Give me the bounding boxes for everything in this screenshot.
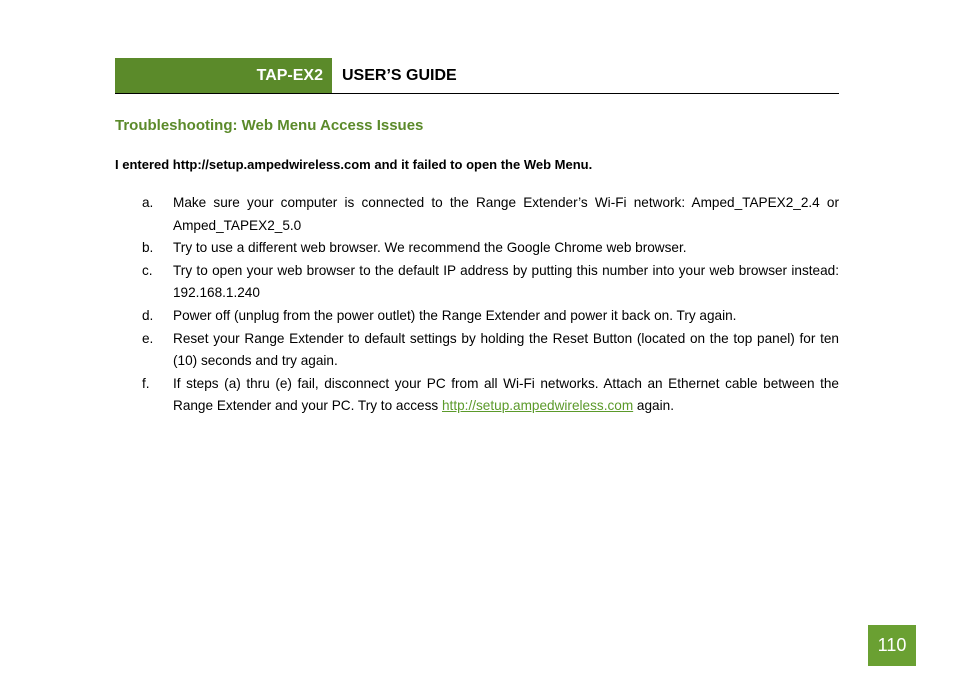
step-marker: b. [142, 240, 154, 256]
guide-title: USER’S GUIDE [342, 67, 457, 84]
setup-link[interactable]: http://setup.ampedwireless.com [442, 398, 634, 414]
step-text: Try to open your web browser to the default IP address by putting this number into your web browser instead: 192.168.1.240 [173, 262, 839, 301]
step-text-suffix: again. [633, 398, 674, 414]
step-item-d [142, 305, 839, 328]
step-item-e [142, 328, 839, 373]
step-item-c [142, 260, 839, 305]
step-text: Power off (unplug from the power outlet) the Range Extender and power it back on. Try again. [173, 307, 737, 323]
step-text: Make sure your computer is connected to the Range Extender’s Wi-Fi network: Amped_TAPEX2_2.4 or Amped_TAPEX2_5.0 [173, 195, 839, 233]
step-marker: d. [142, 307, 154, 323]
step-item-f [142, 373, 839, 418]
step-marker: a. [142, 195, 154, 210]
step-text: Reset your Range Extender to default settings by holding the Reset Button (located on the top panel) for ten (10) seconds and try again. [173, 330, 839, 369]
step-marker: c. [142, 262, 153, 278]
step-item-b [142, 237, 839, 260]
step-text: Try to use a different web browser. We recommend the Google Chrome web browser. [173, 240, 687, 256]
step-text: If steps (a) thru (e) fail, disconnect your PC from all Wi-Fi networks. Attach an Ethernet cable between the Range Extender and your PC. Try to access [173, 375, 839, 414]
question-heading: I entered http://setup.ampedwireless.com and it failed to open the Web Menu. [115, 157, 593, 172]
page-number-badge: 110 [868, 625, 916, 666]
step-item-a [142, 192, 839, 237]
troubleshooting-steps [142, 192, 839, 418]
product-model-label: TAP-EX2 [115, 58, 332, 93]
section-title: Troubleshooting: Web Menu Access Issues [115, 117, 424, 134]
step-marker: e. [142, 330, 154, 346]
step-marker: f. [142, 375, 150, 391]
page-header [115, 58, 839, 94]
